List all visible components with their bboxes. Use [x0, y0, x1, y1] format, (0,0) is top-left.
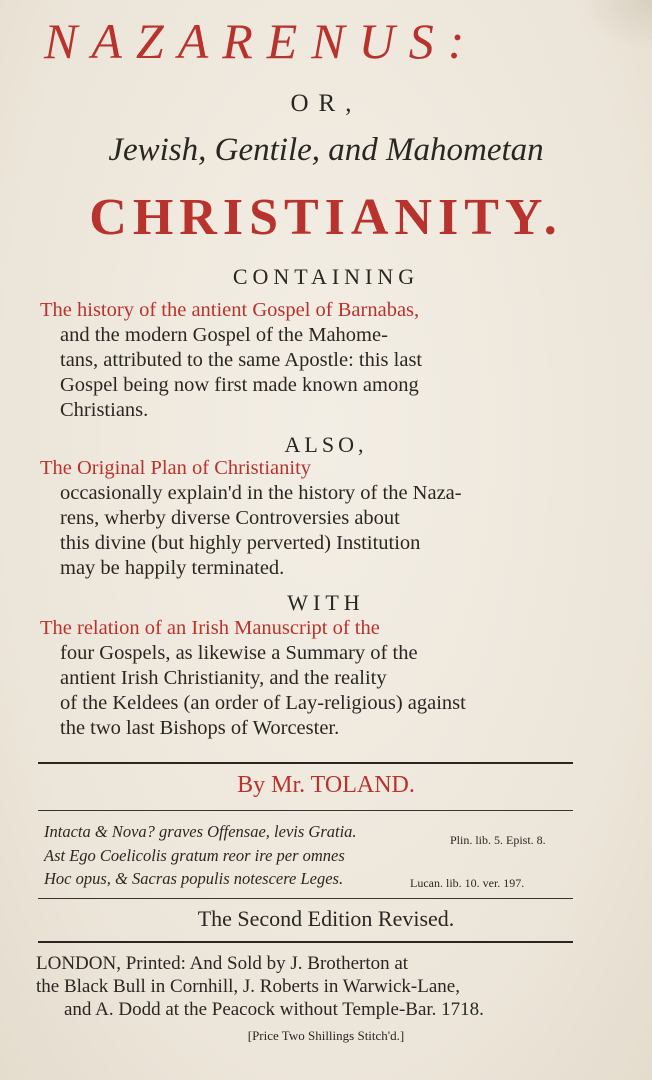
- with-line: antient Irish Christianity, and the reality: [60, 667, 387, 689]
- epigraph-line: Ast Ego Coelicolis gratum reor ire per omnes: [44, 846, 345, 865]
- christianity-title: CHRISTIANITY.: [89, 189, 563, 246]
- containing-heading: CONTAINING: [232, 264, 420, 289]
- imprint-line: LONDON, Printed: And Sold by J. Brotherton at: [36, 953, 409, 974]
- main-title: NAZARENUS:: [44, 13, 479, 69]
- with-heading: WITH: [287, 590, 365, 615]
- divider-rule: [38, 810, 573, 811]
- also-line: this divine (but highly perverted) Institution: [60, 532, 421, 554]
- with-line: the two last Bishops of Worcester.: [60, 717, 340, 739]
- also-line: occasionally explain'd in the history of the Naza-: [60, 482, 462, 504]
- subtitle: Jewish, Gentile, and Mahometan: [108, 132, 544, 168]
- with-paragraph: [40, 616, 575, 741]
- epigraph-line: Intacta & Nova? graves Offensae, levis Gratia.: [44, 822, 357, 841]
- with-line: The relation of an Irish Manuscript of the: [40, 617, 380, 639]
- edition-line: The Second Edition Revised.: [197, 906, 455, 931]
- imprint: [36, 952, 581, 1021]
- also-paragraph: [40, 456, 575, 581]
- containing-line: and the modern Gospel of the Mahome-: [60, 324, 388, 346]
- also-line: rens, wherby diverse Controversies about: [60, 507, 400, 529]
- also-line: The Original Plan of Christianity: [40, 457, 312, 479]
- containing-line: The history of the antient Gospel of Barnabas,: [40, 299, 420, 321]
- imprint-line: and A. Dodd at the Peacock without Temple-Bar. 1718.: [64, 999, 484, 1020]
- with-line: four Gospels, as likewise a Summary of the: [60, 642, 418, 664]
- containing-line: tans, attributed to the same Apostle: this last: [60, 349, 423, 371]
- epigraph-citation: Lucan. lib. 10. ver. 197.: [410, 876, 525, 890]
- divider-rule: [38, 762, 573, 764]
- epigraph-citation: Plin. lib. 5. Epist. 8.: [450, 833, 546, 847]
- divider-rule: [38, 898, 573, 899]
- paper-stain: [582, 0, 652, 50]
- also-line: may be happily terminated.: [60, 557, 285, 579]
- epigraph-line: Hoc opus, & Sacras populis notescere Leges.: [44, 869, 344, 888]
- author-line: By Mr. TOLAND.: [237, 772, 415, 798]
- imprint-line: the Black Bull in Cornhill, J. Roberts in Warwick-Lane,: [36, 976, 460, 997]
- containing-line: Gospel being now first made known among: [60, 374, 419, 396]
- divider-rule: [38, 941, 573, 943]
- containing-paragraph: [40, 298, 575, 423]
- also-heading: ALSO,: [284, 432, 368, 457]
- containing-line: Christians.: [60, 399, 149, 421]
- or-line: OR,: [290, 90, 362, 117]
- price-line: [Price Two Shillings Stitch'd.]: [247, 1028, 405, 1043]
- with-line: of the Keldees (an order of Lay-religious) against: [60, 692, 466, 714]
